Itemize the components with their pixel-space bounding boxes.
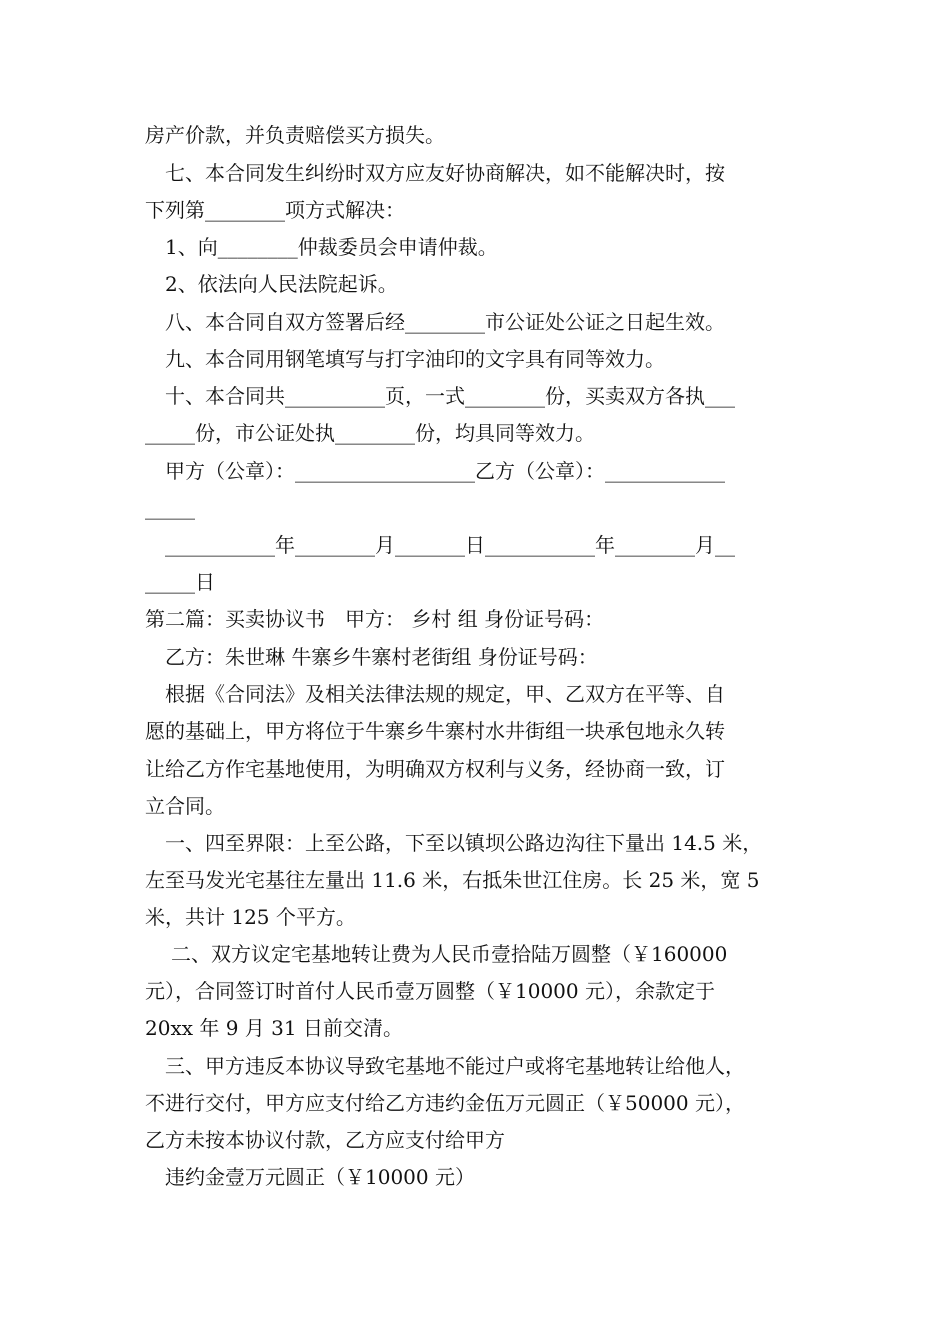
text-line: 20xx 年 9 月 31 日前交清。 bbox=[145, 1016, 403, 1040]
text-line: 乙方：朱世琳 牛寨乡牛寨村老街组 身份证号码： bbox=[165, 645, 598, 669]
text-line: 让给乙方作宅基地使用，为明确双方权利与义务，经协商一致，订 bbox=[145, 757, 725, 781]
text-line: 下列第________项方式解决： bbox=[145, 198, 405, 222]
text-line: 三、甲方违反本协议导致宅基地不能过户或将宅基地转让给他人， bbox=[165, 1054, 745, 1078]
text-line: 愿的基础上，甲方将位于牛寨乡牛寨村水井街组一块承包地永久转 bbox=[145, 719, 725, 743]
text-line: 2、依法向人民法院起诉。 bbox=[165, 272, 398, 296]
signature-line: 甲方（公章）：__________________乙方（公章）：____________ bbox=[165, 459, 725, 483]
date-line: _____日 bbox=[145, 570, 215, 594]
text-line: _____份，市公证处执________份，均具同等效力。 bbox=[145, 421, 595, 445]
text-line: 1、向________仲裁委员会申请仲裁。 bbox=[165, 235, 498, 259]
signature-line: _____ bbox=[145, 496, 195, 520]
text-line: 左至马发光宅基往左量出 11.6 米，右抵朱世江住房。长 25 米，宽 5 bbox=[145, 868, 760, 892]
text-line: 房产价款，并负责赔偿买方损失。 bbox=[145, 123, 445, 147]
date-line: ___________年________月_______日___________年________月__ bbox=[165, 533, 735, 557]
text-line: 乙方未按本协议付款，乙方应支付给甲方 bbox=[145, 1128, 505, 1152]
text-line: 九、本合同用钢笔填写与打字油印的文字具有同等效力。 bbox=[165, 347, 665, 371]
text-line: 不进行交付，甲方应支付给乙方违约金伍万元圆正（￥50000 元）， bbox=[145, 1091, 745, 1115]
text-line: 米，共计 125 个平方。 bbox=[145, 905, 356, 929]
text-line: 根据《合同法》及相关法律法规的规定，甲、乙双方在平等、自 bbox=[165, 682, 725, 706]
text-line: 二、双方议定宅基地转让费为人民币壹拾陆万圆整（￥160000 bbox=[171, 942, 728, 966]
text-line: 八、本合同自双方签署后经________市公证处公证之日起生效。 bbox=[165, 310, 725, 334]
text-line: 违约金壹万元圆正（￥10000 元） bbox=[165, 1165, 475, 1189]
text-line: 一、四至界限：上至公路，下至以镇坝公路边沟往下量出 14.5 米， bbox=[165, 831, 763, 855]
text-line: 十、本合同共__________页，一式________份，买卖双方各执___ bbox=[165, 384, 735, 408]
text-line: 元），合同签订时首付人民币壹万圆整（￥10000 元），余款定于 bbox=[145, 979, 715, 1003]
section-heading: 第二篇：买卖协议书 甲方： 乡村 组 身份证号码： bbox=[145, 607, 605, 631]
text-line: 七、本合同发生纠纷时双方应友好协商解决，如不能解决时，按 bbox=[165, 161, 725, 185]
text-line: 立合同。 bbox=[145, 794, 225, 818]
